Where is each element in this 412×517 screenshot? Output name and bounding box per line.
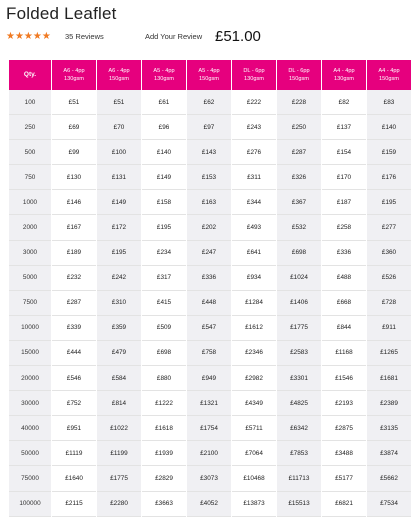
price-cell[interactable]: £83 [367,90,411,115]
price-cell[interactable]: £641 [232,241,276,266]
price-cell[interactable]: £444 [52,341,96,366]
price-cell[interactable]: £287 [277,140,321,165]
price-cell[interactable]: £149 [142,165,186,190]
price-cell[interactable]: £5711 [232,416,276,441]
price-cell[interactable]: £189 [52,241,96,266]
price-cell[interactable]: £195 [367,190,411,215]
price-cell[interactable]: £176 [367,165,411,190]
table-row [9,115,411,140]
price-cell[interactable]: £234 [142,241,186,266]
price-cell[interactable]: £367 [277,190,321,215]
price-cell[interactable]: £448 [187,291,231,316]
price-cell[interactable]: £159 [367,140,411,165]
price-cell[interactable]: £3663 [142,492,186,517]
qty-cell: 750 [9,165,51,190]
qty-cell: 250 [9,115,51,140]
table-row [9,190,411,215]
price-cell[interactable]: £546 [52,366,96,391]
column-header: A5 - 4pp 150gsm [187,60,231,90]
price-cell[interactable]: £479 [97,341,141,366]
price-cell[interactable]: £3301 [277,366,321,391]
price-cell[interactable]: £3135 [367,416,411,441]
price-cell[interactable]: £1321 [187,391,231,416]
price-cell[interactable]: £698 [277,241,321,266]
price-cell[interactable]: £911 [367,316,411,341]
price-cell[interactable]: £493 [232,215,276,240]
price-cell[interactable]: £1406 [277,291,321,316]
price-cell[interactable]: £7064 [232,441,276,466]
price-cell[interactable]: £1618 [142,416,186,441]
table-row [9,441,411,466]
price-cell[interactable]: £258 [322,215,366,240]
column-header: A6 - 4pp 150gsm [97,60,141,90]
price-cell[interactable]: £146 [52,190,96,215]
price-cell[interactable]: £668 [322,291,366,316]
price-cell[interactable]: £130 [52,165,96,190]
price-cell[interactable]: £5177 [322,466,366,491]
qty-cell: 3000 [9,241,51,266]
price-cell[interactable]: £243 [232,115,276,140]
table-row [9,492,411,517]
price-cell[interactable]: £1681 [367,366,411,391]
price-cell[interactable]: £317 [142,266,186,291]
reviews-link[interactable]: 35 Reviews [65,31,104,41]
price-cell[interactable]: £3874 [367,441,411,466]
product-title: Folded Leaflet [6,4,117,23]
rating-stars-icon[interactable]: ★★★★★ [6,30,51,42]
qty-cell: 100000 [9,492,51,517]
price-cell[interactable]: £13873 [232,492,276,517]
add-review-link[interactable]: Add Your Review [145,31,203,41]
price-cell[interactable]: £3488 [322,441,366,466]
price-cell[interactable]: £69 [52,115,96,140]
price-cell[interactable]: £1222 [142,391,186,416]
column-header: A4 - 4pp 130gsm [322,60,366,90]
price-cell[interactable]: £70 [97,115,141,140]
price-cell[interactable]: £752 [52,391,96,416]
price-cell[interactable]: £1612 [232,316,276,341]
price-cell[interactable]: £1284 [232,291,276,316]
price-cell[interactable]: £195 [142,215,186,240]
price-cell[interactable]: £1775 [277,316,321,341]
qty-cell: 20000 [9,366,51,391]
price-cell[interactable]: £172 [97,215,141,240]
price-cell[interactable]: £2875 [322,416,366,441]
price-cell[interactable]: £7853 [277,441,321,466]
price-cell[interactable]: £96 [142,115,186,140]
column-header-qty: Qty. [9,60,51,90]
price-cell[interactable]: £82 [322,90,366,115]
price-cell[interactable]: £1199 [97,441,141,466]
table-row [9,215,411,240]
price-cell[interactable]: £149 [97,190,141,215]
price-table-body [9,90,411,517]
price-cell[interactable]: £415 [142,291,186,316]
price-cell[interactable]: £339 [52,316,96,341]
qty-cell: 30000 [9,391,51,416]
qty-cell: 10000 [9,316,51,341]
price-cell[interactable]: £15513 [277,492,321,517]
price-cell[interactable]: £167 [52,215,96,240]
price-cell[interactable]: £158 [142,190,186,215]
price-cell[interactable]: £276 [232,140,276,165]
table-row [9,316,411,341]
table-row [9,416,411,441]
qty-cell: 75000 [9,466,51,491]
price-cell[interactable]: £1024 [277,266,321,291]
price-cell[interactable]: £584 [97,366,141,391]
price-cell[interactable]: £6821 [322,492,366,517]
price-cell[interactable]: £242 [97,266,141,291]
price-cell[interactable]: £6342 [277,416,321,441]
table-row [9,140,411,165]
price-cell[interactable]: £698 [142,341,186,366]
price-cell[interactable]: £509 [142,316,186,341]
qty-cell: 15000 [9,341,51,366]
table-row [9,466,411,491]
qty-cell: 5000 [9,266,51,291]
price-cell[interactable]: £228 [277,90,321,115]
price-cell[interactable]: £153 [187,165,231,190]
price-cell[interactable]: £99 [52,140,96,165]
price-cell[interactable]: £232 [52,266,96,291]
table-row [9,165,411,190]
price-cell[interactable]: £1119 [52,441,96,466]
price-cell[interactable]: £310 [97,291,141,316]
price-cell[interactable]: £951 [52,416,96,441]
column-header: A4 - 4pp 150gsm [367,60,411,90]
price-cell[interactable]: £2346 [232,341,276,366]
price-cell[interactable]: £131 [97,165,141,190]
price-cell[interactable]: £311 [232,165,276,190]
price-cell[interactable]: £359 [97,316,141,341]
column-header: A5 - 4pp 130gsm [142,60,186,90]
price-cell[interactable]: £170 [322,165,366,190]
price-cell[interactable]: £4825 [277,391,321,416]
price-cell[interactable]: £222 [232,90,276,115]
price-cell[interactable]: £1546 [322,366,366,391]
price-cell[interactable]: £97 [187,115,231,140]
price-cell[interactable]: £250 [277,115,321,140]
price-cell[interactable]: £143 [187,140,231,165]
qty-cell: 500 [9,140,51,165]
table-row [9,241,411,266]
price-cell[interactable]: £2193 [322,391,366,416]
price-cell[interactable]: £2829 [142,466,186,491]
price-cell[interactable]: £247 [187,241,231,266]
price-cell[interactable]: £1265 [367,341,411,366]
price-cell[interactable]: £4052 [187,492,231,517]
column-header: DL - 6pp 150gsm [277,60,321,90]
table-row [9,341,411,366]
price-table [8,60,412,517]
price-cell[interactable]: £287 [52,291,96,316]
price-cell[interactable]: £62 [187,90,231,115]
price-cell[interactable]: £934 [232,266,276,291]
price-cell[interactable]: £2280 [97,492,141,517]
qty-cell: 2000 [9,215,51,240]
qty-cell: 100 [9,90,51,115]
price-cell[interactable]: £187 [322,190,366,215]
price-cell[interactable]: £2982 [232,366,276,391]
price-cell[interactable]: £163 [187,190,231,215]
price-cell[interactable]: £1022 [97,416,141,441]
price-cell[interactable]: £360 [367,241,411,266]
price-table-header [9,60,411,90]
price-cell[interactable]: £51 [52,90,96,115]
price-cell[interactable]: £949 [187,366,231,391]
table-row [9,366,411,391]
price-cell[interactable]: £100 [97,140,141,165]
qty-cell: 40000 [9,416,51,441]
price-cell[interactable]: £154 [322,140,366,165]
price-cell[interactable]: £880 [142,366,186,391]
rating-bar [6,27,261,45]
qty-cell: 50000 [9,441,51,466]
price-cell[interactable]: £1640 [52,466,96,491]
column-header: A6 - 4pp 130gsm [52,60,96,90]
price-cell[interactable]: £51 [97,90,141,115]
price-cell[interactable]: £344 [232,190,276,215]
price-cell[interactable]: £61 [142,90,186,115]
price-cell[interactable]: £7534 [367,492,411,517]
price-cell[interactable]: £2583 [277,341,321,366]
price-cell[interactable]: £2115 [52,492,96,517]
product-price: £51.00 [215,27,261,45]
table-row [9,266,411,291]
column-header: DL - 6pp 130gsm [232,60,276,90]
table-row [9,391,411,416]
price-cell[interactable]: £326 [277,165,321,190]
price-cell[interactable]: £140 [367,115,411,140]
price-cell[interactable]: £2389 [367,391,411,416]
price-cell[interactable]: £2100 [187,441,231,466]
price-cell[interactable]: £814 [97,391,141,416]
price-cell[interactable]: £4349 [232,391,276,416]
price-cell[interactable]: £532 [277,215,321,240]
price-cell[interactable]: £488 [322,266,366,291]
qty-cell: 1000 [9,190,51,215]
price-cell[interactable]: £195 [97,241,141,266]
price-cell[interactable]: £547 [187,316,231,341]
price-cell[interactable]: £11713 [277,466,321,491]
table-row [9,90,411,115]
price-cell[interactable]: £3073 [187,466,231,491]
price-cell[interactable]: £1775 [97,466,141,491]
price-cell[interactable]: £1754 [187,416,231,441]
price-cell[interactable]: £5662 [367,466,411,491]
price-cell[interactable]: £336 [187,266,231,291]
price-cell[interactable]: £137 [322,115,366,140]
price-cell[interactable]: £526 [367,266,411,291]
price-cell[interactable]: £277 [367,215,411,240]
price-cell[interactable]: £758 [187,341,231,366]
table-row [9,291,411,316]
price-cell[interactable]: £336 [322,241,366,266]
price-cell[interactable]: £140 [142,140,186,165]
price-cell[interactable]: £202 [187,215,231,240]
price-cell[interactable]: £728 [367,291,411,316]
price-cell[interactable]: £10468 [232,466,276,491]
price-cell[interactable]: £1939 [142,441,186,466]
qty-cell: 7500 [9,291,51,316]
price-cell[interactable]: £844 [322,316,366,341]
price-cell[interactable]: £1168 [322,341,366,366]
